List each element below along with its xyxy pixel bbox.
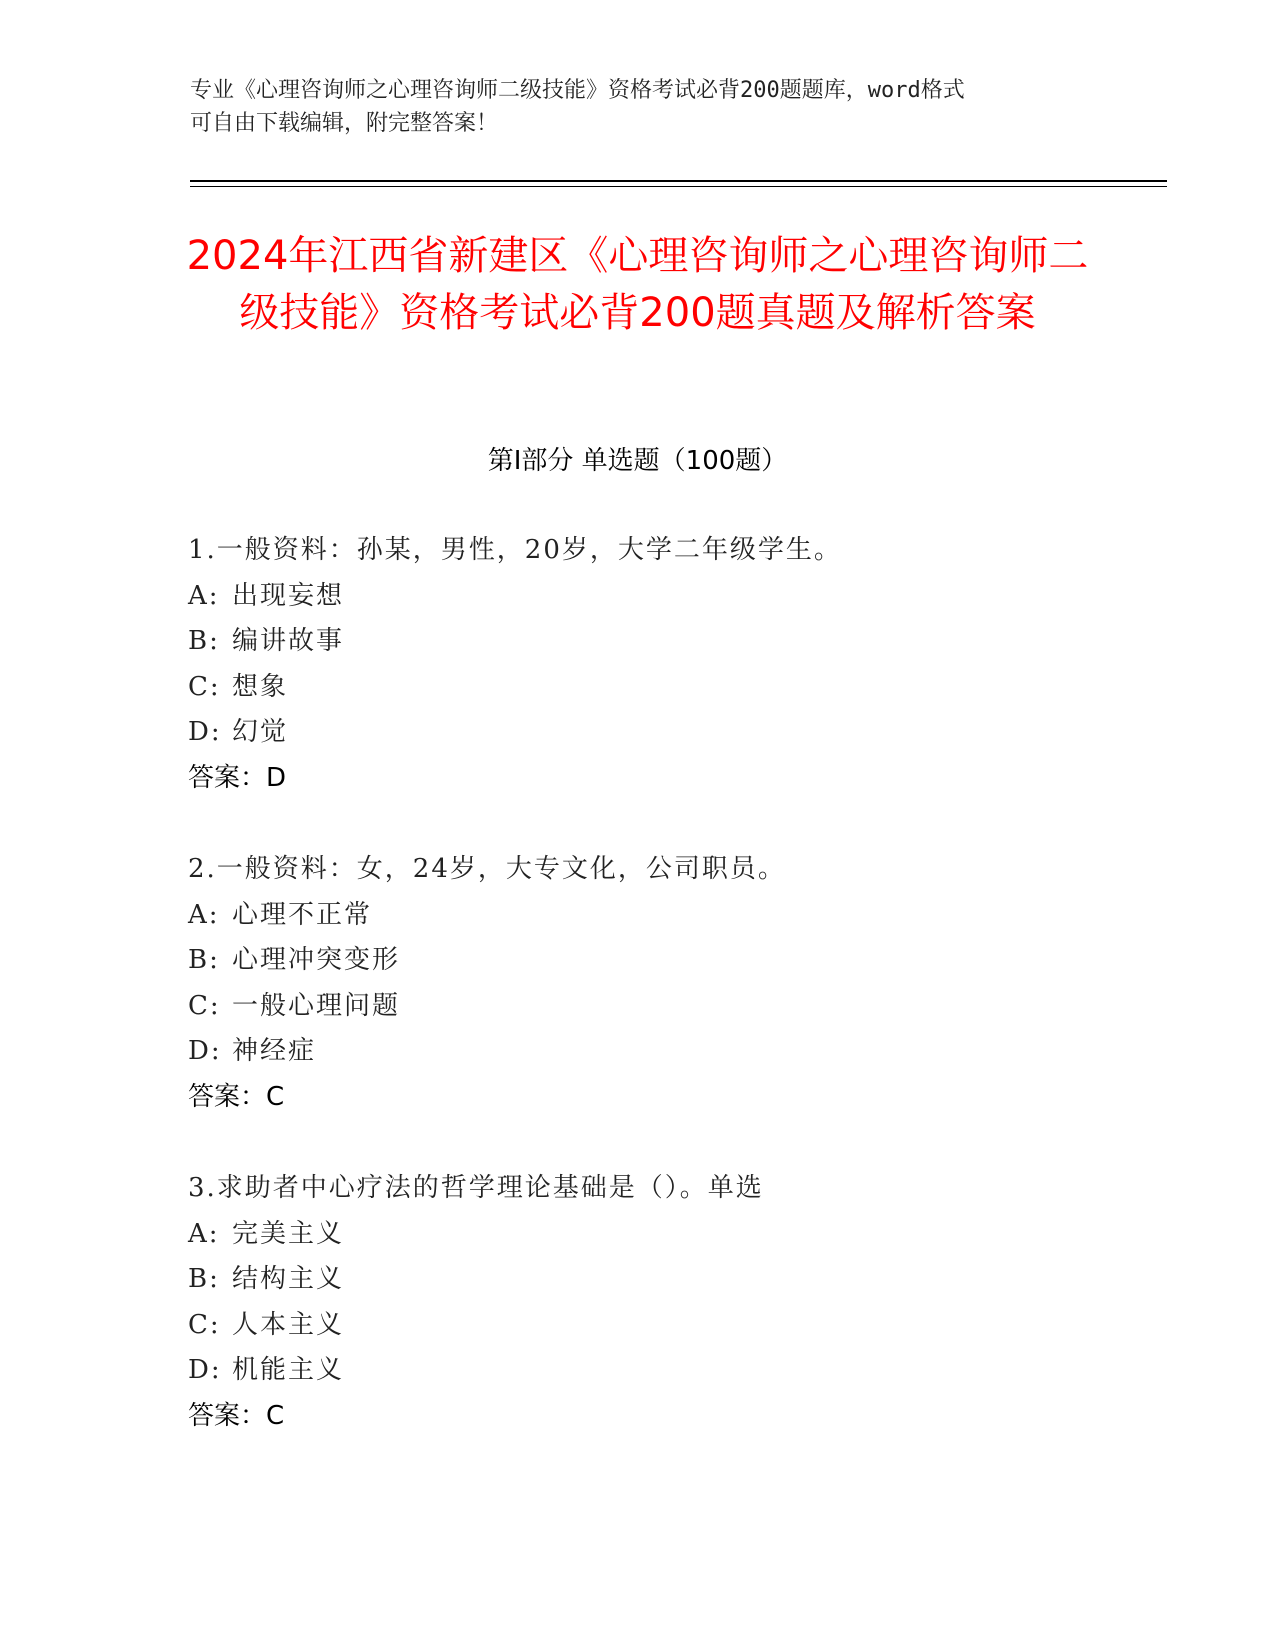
option-text: 出现妄想: [232, 580, 345, 611]
option-key: C:: [188, 990, 221, 1021]
answer-line: 答案：C: [188, 1400, 285, 1431]
option-b: [188, 1257, 1188, 1303]
option-text: 心理冲突变形: [232, 945, 401, 975]
option-text: 幻觉: [232, 717, 289, 747]
option-key: D:: [188, 1355, 222, 1385]
option-key: B:: [188, 626, 220, 656]
option-b: [188, 619, 1188, 665]
option-key: C:: [188, 1309, 221, 1340]
option-key: C:: [188, 671, 221, 702]
option-a: [188, 893, 1188, 939]
header-rule-thick: [190, 180, 1167, 182]
option-text: 结构主义: [232, 1264, 345, 1294]
answer-line: 答案：C: [188, 1081, 285, 1112]
option-text: 一般心理问题: [232, 990, 401, 1021]
document-title: 2024年江西省新建区《心理咨询师之心理咨询师二级技能》资格考试必背200题真题及解析答案: [186, 233, 1089, 336]
option-key: B:: [188, 945, 220, 975]
question-list: [188, 528, 1188, 1485]
question-1: [188, 528, 1188, 801]
question-stem: 2.一般资料：女，24岁，大专文化，公司职员。: [188, 854, 786, 884]
option-key: A:: [188, 1218, 220, 1249]
option-b: [188, 938, 1188, 984]
option-d: [188, 1029, 1188, 1075]
option-a: [188, 1212, 1188, 1258]
option-d: [188, 1348, 1188, 1394]
option-key: A:: [188, 580, 220, 611]
option-text: 想象: [232, 671, 289, 702]
option-c: [188, 1303, 1188, 1349]
option-d: [188, 710, 1188, 756]
option-text: 机能主义: [232, 1355, 345, 1385]
option-a: [188, 574, 1188, 620]
answer-line: 答案：D: [188, 762, 287, 793]
option-c: [188, 665, 1188, 711]
option-text: 神经症: [232, 1036, 317, 1066]
option-text: 人本主义: [232, 1309, 345, 1340]
option-key: B:: [188, 1264, 220, 1294]
question-2: [188, 847, 1188, 1120]
option-text: 心理不正常: [232, 899, 373, 930]
option-text: 完美主义: [232, 1218, 345, 1249]
section-heading: 第Ⅰ部分 单选题（100题）: [487, 446, 788, 476]
question-stem: 3.求助者中心疗法的哲学理论基础是（）。单选: [188, 1173, 764, 1203]
option-key: D:: [188, 717, 222, 747]
header-rule-thin: [190, 186, 1167, 187]
option-text: 编讲故事: [232, 626, 345, 656]
question-stem: 1.一般资料：孙某，男性，20岁，大学二年级学生。: [188, 535, 842, 565]
option-c: [188, 984, 1188, 1030]
option-key: D:: [188, 1036, 222, 1066]
header-note: 专业《心理咨询师之心理咨询师二级技能》资格考试必背200题题库，word格式 可自由下载编辑，附完整答案！: [190, 78, 965, 136]
option-key: A:: [188, 899, 220, 930]
question-3: [188, 1166, 1188, 1439]
